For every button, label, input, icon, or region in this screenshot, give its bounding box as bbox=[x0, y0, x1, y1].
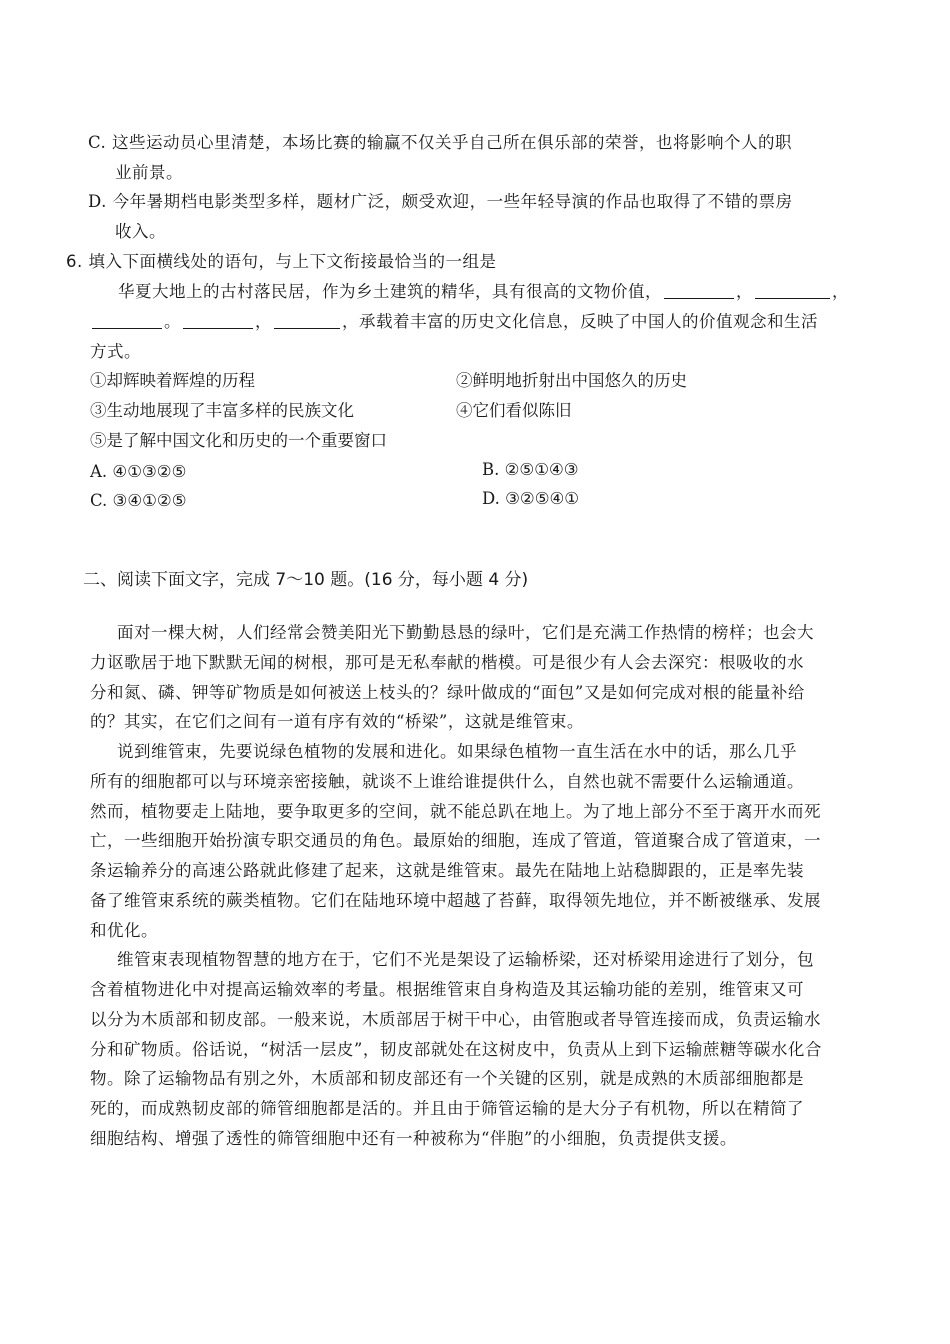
passage-line: 物。除了运输物品有别之外，木质部和韧皮部还有一个关键的区别，就是成熟的木质部细胞都是 bbox=[90, 1069, 804, 1088]
answer-blank bbox=[664, 282, 734, 299]
q5-option-d-line1: D. 今年暑期档电影类型多样，题材广泛，颇受欢迎，一些年轻导演的作品也取得了不错的票房 bbox=[88, 192, 793, 211]
q5-option-d-line2: 收入。 bbox=[115, 222, 166, 241]
q6-choice-d: D. ③②⑤④① bbox=[482, 489, 580, 508]
passage-line: 维管束表现植物智慧的地方在于，它们不光是架设了运输桥梁，还对桥梁用途进行了划分，包 bbox=[117, 950, 814, 969]
q6-passage-line1 bbox=[118, 281, 849, 303]
q6-item-5: ⑤是了解中国文化和历史的一个重要窗口 bbox=[90, 431, 387, 450]
q6-item-2: ②鲜明地折射出中国悠久的历史 bbox=[456, 371, 687, 390]
q6-choice-a: A. ④①③②⑤ bbox=[90, 462, 187, 481]
passage-line: 分和氮、磷、钾等矿物质是如何被送上枝头的？绿叶做成的“面包”又是如何完成对根的能量补给 bbox=[90, 683, 805, 702]
passage-line: 备了维管束系统的蕨类植物。它们在陆地环境中超越了苔藓，取得领先地位，并不断被继承、发展 bbox=[90, 891, 821, 910]
passage-line: 细胞结构、增强了透性的筛管细胞中还有一种被称为“伴胞”的小细胞，负责提供支援。 bbox=[90, 1129, 737, 1148]
passage-line: 所有的细胞都可以与环境亲密接触，就谈不上谁给谁提供什么，自然也就不需要什么运输通道。 bbox=[90, 772, 804, 791]
q6-choice-c: C. ③④①②⑤ bbox=[90, 491, 187, 510]
passage-line: 条运输养分的高速公路就此修建了起来，这就是维管束。最先在陆地上站稳脚跟的，正是率先装 bbox=[90, 861, 804, 880]
q6-passage-line3: 方式。 bbox=[90, 342, 141, 361]
passage-line: 面对一棵大树，人们经常会赞美阳光下勤勤恳恳的绿叶，它们是充满工作热情的榜样；也会大 bbox=[117, 623, 814, 642]
q6-comma: ， bbox=[736, 282, 753, 301]
q6-passage-line2 bbox=[90, 311, 818, 333]
answer-blank bbox=[274, 312, 340, 329]
q6-stem: 6. 填入下面横线处的语句，与上下文衔接最恰当的一组是 bbox=[66, 252, 497, 271]
q5-option-c-line1: C. 这些运动员心里清楚，本场比赛的输赢不仅关乎自己所在俱乐部的荣誉，也将影响个人的职 bbox=[88, 133, 793, 152]
q6-item-1: ①却辉映着辉煌的历程 bbox=[90, 371, 255, 390]
passage-line: 说到维管束，先要说绿色植物的发展和进化。如果绿色植物一直生活在水中的话，那么几乎 bbox=[117, 742, 797, 761]
q6-choice-b: B. ②⑤①④③ bbox=[482, 460, 579, 479]
passage-line: 死的，而成熟韧皮部的筛管细胞都是活的。并且由于筛管运输的是大分子有机物，所以在精简了 bbox=[90, 1099, 804, 1118]
q6-item-4: ④它们看似陈旧 bbox=[456, 401, 572, 420]
passage-line: 亡，一些细胞开始扮演专职交通员的角色。最原始的细胞，连成了管道，管道聚合成了管道束，一 bbox=[90, 831, 821, 850]
passage-line: 的？其实，在它们之间有一道有序有效的“桥梁”，这就是维管束。 bbox=[90, 712, 584, 731]
q6-period: 。 bbox=[164, 312, 181, 331]
answer-blank bbox=[183, 312, 253, 329]
answer-blank bbox=[92, 312, 162, 329]
passage-line: 以分为木质部和韧皮部。一般来说，木质部居于树干中心，由管胞或者导管连接而成，负责运输水 bbox=[90, 1010, 821, 1029]
q6-comma: ， bbox=[832, 282, 849, 301]
q6-comma: ， bbox=[255, 312, 272, 331]
passage-line: 然而，植物要走上陆地，要争取更多的空间，就不能总趴在地上。为了地上部分不至于离开水而死 bbox=[90, 802, 821, 821]
passage-line: 力讴歌居于地下默默无闻的树根，那可是无私奉献的楷模。可是很少有人会去深究：根吸收的水 bbox=[90, 653, 804, 672]
q6-passage-tail: ，承载着丰富的历史文化信息，反映了中国人的价值观念和生活 bbox=[342, 312, 818, 331]
q5-option-c-line2: 业前景。 bbox=[115, 163, 183, 182]
section-two-title: 二、阅读下面文字，完成 7～10 题。(16 分，每小题 4 分) bbox=[83, 570, 529, 590]
passage-line: 分和矿物质。俗话说，“树活一层皮”，韧皮部就处在这树皮中，负责从上到下运输蔗糖等碳水化合 bbox=[90, 1040, 822, 1059]
answer-blank bbox=[755, 282, 830, 299]
passage-line: 含着植物进化中对提高运输效率的考量。根据维管束自身构造及其运输功能的差别，维管束又可 bbox=[90, 980, 804, 999]
passage-line: 和优化。 bbox=[90, 921, 158, 940]
q6-passage-text: 华夏大地上的古村落民居，作为乡土建筑的精华，具有很高的文物价值， bbox=[118, 282, 662, 301]
q6-item-3: ③生动地展现了丰富多样的民族文化 bbox=[90, 401, 354, 420]
